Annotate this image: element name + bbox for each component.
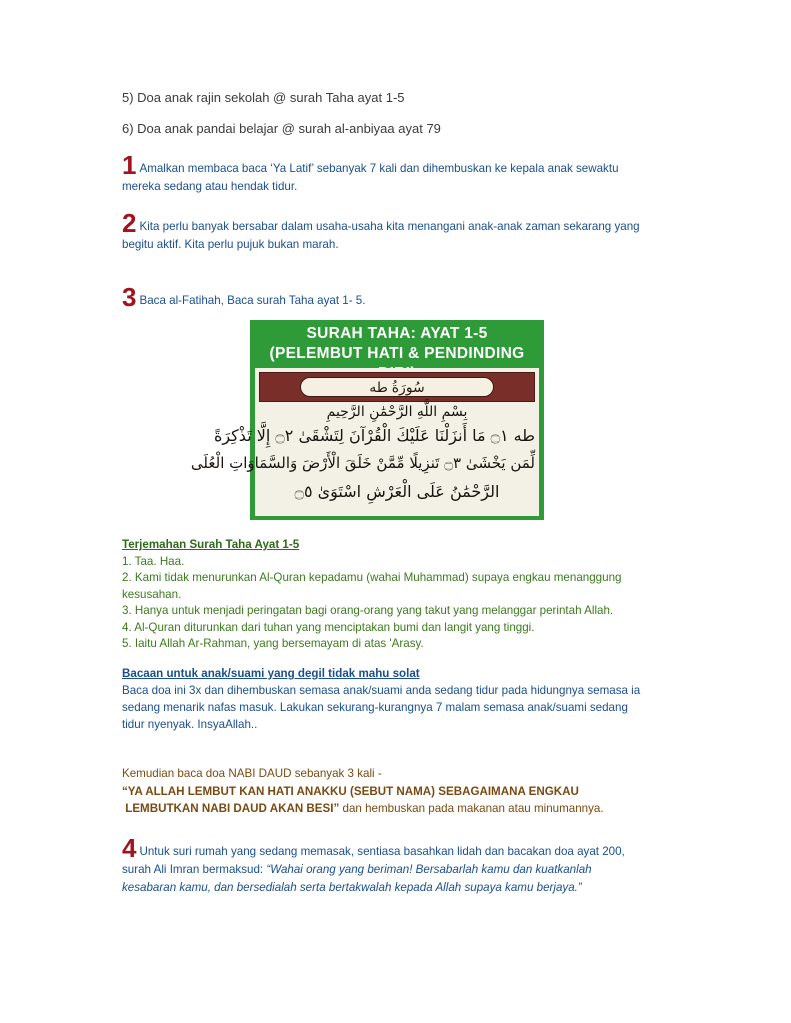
list-item-5: 5) Doa anak rajin sekolah @ surah Taha ayat 1-5 [122,90,405,105]
list-item-6: 6) Doa anak pandai belajar @ surah al-anbiyaa ayat 79 [122,121,441,136]
tip-number: 3 [122,282,137,312]
tip-number: 2 [122,208,137,238]
verse-line-2: لِّمَن يَخْشَىٰ ۝٣ تَنزِيلًا مِّمَّنْ خَلَقَ الْأَرْضَ وَالسَّمَاوَاتِ الْعُلَى [190,454,535,472]
tip-2: 2 Kita perlu banyak bersabar dalam usaha-usaha kita menangani anak-anak zaman sekarang yang begitu aktif. Kita perlu pujuk bukan marah. [122,208,640,251]
tip-4: 4 Untuk suri rumah yang sedang memasak, sentiasa basahkan lidah dan bacakan doa ayat 200, surah Ali Imran bermaksud: “Wahai orang yang beriman! Bersabarlah kamu dan kuatkanlah kesabaran kamu, dan bersedialah serta bertakwalah kepada Allah supaya kamu berjaya.” [122,833,625,894]
surah-header-arabic: سُورَةُ طه [300,377,494,397]
basmala: بِسْمِ اللَّهِ الرَّحْمَٰنِ الرَّحِيمِ [326,404,468,420]
tip-number: 4 [122,833,137,863]
tip-number: 1 [122,150,137,180]
verse-line-1: طه ۝١ مَا أَنزَلْنَا عَلَيْكَ الْقُرْآنَ لِتَشْقَىٰ ۝٢ إِلَّا تَذْكِرَةً [213,426,535,445]
verse-line-3: الرَّحْمَٰنُ عَلَى الْعَرْشِ اسْتَوَىٰ ۝٥ [294,482,500,501]
surah-image-body [190,368,539,516]
tip-3: 3 Baca al-Fatihah, Baca surah Taha ayat 1- 5. [122,282,366,312]
surah-image-title: SURAH TAHA: AYAT 1-5 (PELEMBUT HATI & PENDINDING [269,325,525,362]
daud-section: Kemudian baca doa NABI DAUD sebanyak 3 kali - “YA ALLAH LEMBUT KAN HATI ANAKKU (SEBUT NAMA) SEBAGAIMANA ENGKAU LEMBUTKAN NABI DAUD AKAN BESI” dan hembuskan pada makanan atau minumannya. [122,767,604,815]
tip-1: 1 Amalkan membaca baca ‘Ya Latif’ sebanyak 7 kali dan dihembuskan ke kepala anak sewaktu mereka sedang atau hendak tidur. [122,150,619,193]
bacaan-section: Bacaan untuk anak/suami yang degil tidak mahu solat Baca doa ini 3x dan dihembuskan semasa anak/suami anda sedang tidur pada hidungnya semasa ia sedang menarik nafas masuk. Lakukan sekurang-kurangnya 7 malam semasa anak/suami sedang tidur nyenyak. InsyaAllah.. [122,667,641,731]
translation-section: Terjemahan Surah Taha Ayat 1-5 1. Taa. Haa. 2. Kami tidak menurunkan Al-Quran kepadamu (wahai Muhammad) supaya engkau menanggung kesusahan. 3. Hanya untuk menjadi peringatan bagi orang-orang yang takut yang melanggar perintah Allah. 4. Al-Quran diturunkan dari tuhan yang menciptakan bumi dan langit yang tinggi. 5. Iaitu Allah Ar-Rahman, yang bersemayam di atas 'Arasy. [122,538,622,650]
surah-header-band [259,372,535,402]
surah-taha-image [190,320,544,520]
bacaan-heading: Bacaan untuk anak/suami yang degil tidak mahu solat [122,667,420,680]
translation-heading: Terjemahan Surah Taha Ayat 1-5 [122,538,300,551]
